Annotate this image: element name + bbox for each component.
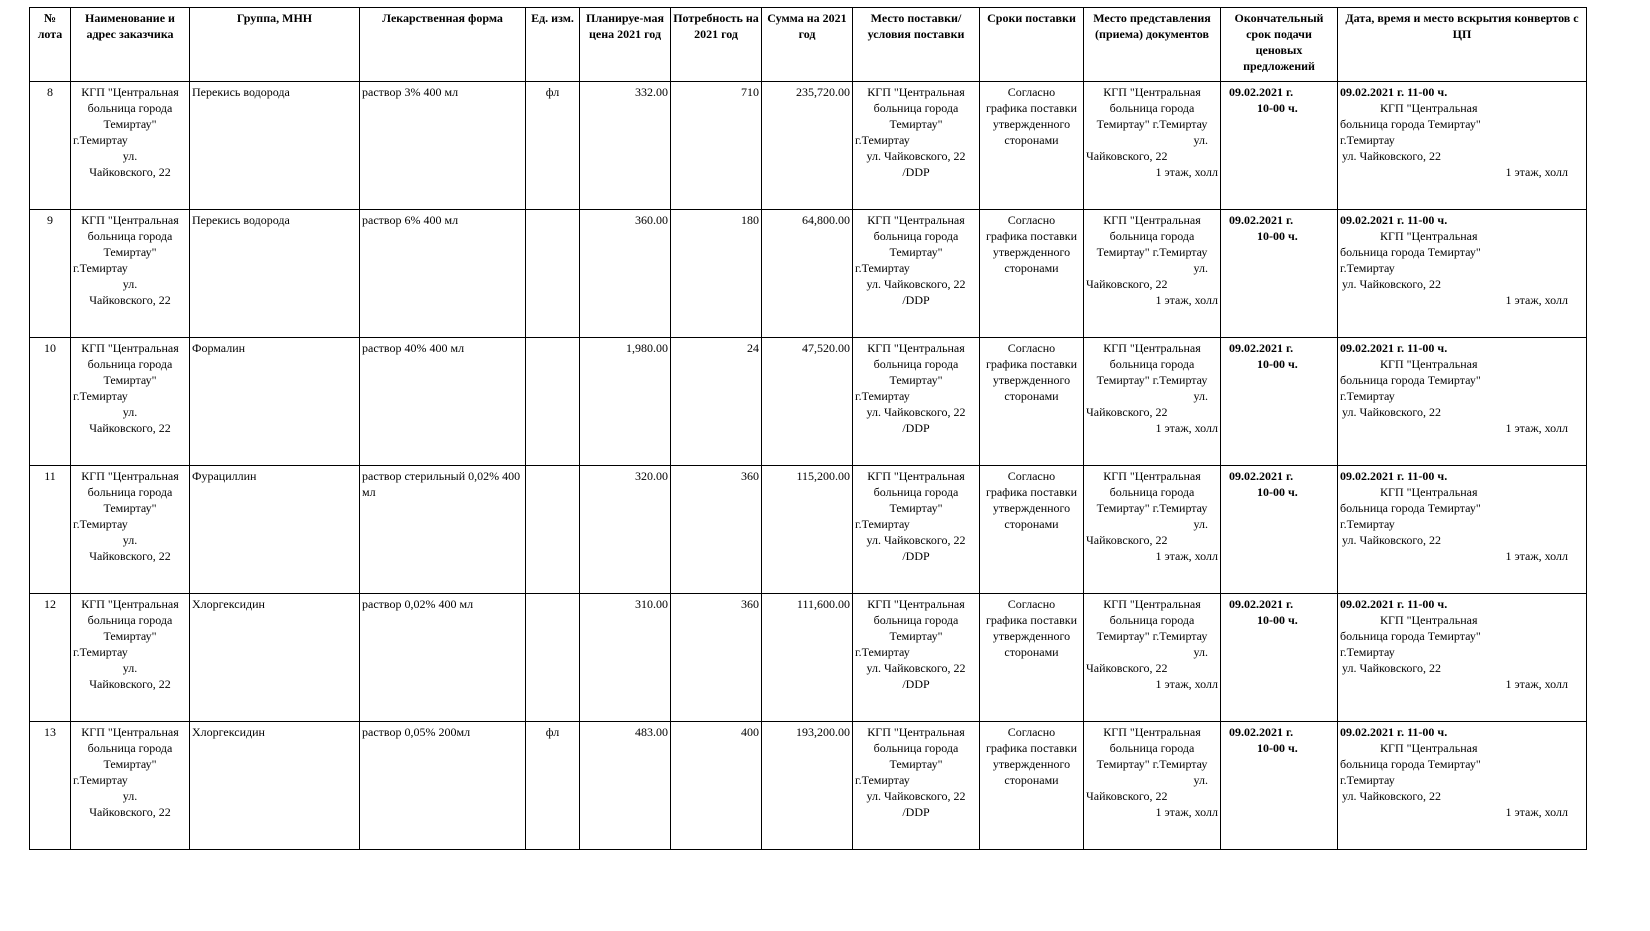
presentation-cell-line: КГП "Центральная [1103, 341, 1201, 355]
terms-cell [980, 210, 1084, 338]
customer-cell-line: Темиртау" [103, 629, 157, 643]
group-cell: Перекись водорода [190, 82, 360, 210]
delivery-cell [853, 722, 980, 850]
delivery-cell-line: г.Темиртау [855, 645, 910, 659]
terms-cell-line: графика поставки [985, 613, 1078, 627]
presentation-cell-line: Темиртау" г.Темиртау [1096, 245, 1208, 259]
terms-cell-line: сторонами [1004, 773, 1059, 787]
delivery-cell [853, 338, 980, 466]
opening-cell-line: 09.02.2021 г. 11-00 ч. [1340, 85, 1448, 99]
opening-cell-line: КГП "Центральная [1380, 229, 1478, 243]
customer-cell-line: Темиртау" [103, 373, 157, 387]
terms-cell-line: утвержденного [992, 757, 1071, 771]
group-cell: Перекись водорода [190, 210, 360, 338]
terms-cell-line: утвержденного [992, 501, 1071, 515]
qty-cell: 180 [671, 210, 762, 338]
customer-cell-line: г.Темиртау [73, 517, 128, 531]
opening-cell-line: г.Темиртау [1340, 645, 1395, 659]
qty-cell: 360 [671, 594, 762, 722]
unit-cell [526, 466, 580, 594]
delivery-cell-line: ул. Чайковского, 22 [866, 661, 966, 675]
opening-cell-line: ул. Чайковского, 22 [1342, 149, 1441, 163]
header-opening: Дата, время и место вскрытия конвертов с ЦП [1338, 8, 1587, 82]
delivery-cell-line: Темиртау" [889, 501, 943, 515]
header-presentation: Место представления (приема) документов [1084, 8, 1221, 82]
header-customer: Наименование и адрес заказчика [71, 8, 190, 82]
opening-cell-line: ул. Чайковского, 22 [1342, 533, 1441, 547]
delivery-cell-line: Темиртау" [889, 373, 943, 387]
deadline-cell-line: 09.02.2021 г. [1229, 213, 1294, 227]
delivery-cell-line: /DDP [902, 421, 930, 435]
customer-cell-line: г.Темиртау [73, 773, 128, 787]
form-cell: раствор 6% 400 мл [360, 210, 526, 338]
table-row [30, 722, 1587, 850]
opening-cell-line: КГП "Центральная [1380, 357, 1478, 371]
presentation-cell-line: Темиртау" г.Темиртау [1096, 629, 1208, 643]
delivery-cell-line: ул. Чайковского, 22 [866, 533, 966, 547]
deadline-cell-line: 09.02.2021 г. [1229, 341, 1294, 355]
opening-cell-line: КГП "Центральная [1380, 741, 1478, 755]
opening-cell-line: КГП "Центральная [1380, 485, 1478, 499]
delivery-cell-line: г.Темиртау [855, 261, 910, 275]
terms-cell-line: графика поставки [985, 101, 1078, 115]
group-cell: Формалин [190, 338, 360, 466]
customer-cell-line: ул. [122, 661, 138, 675]
customer-cell-line: Темиртау" [103, 757, 157, 771]
opening-cell-line: г.Темиртау [1340, 773, 1395, 787]
terms-cell-line: сторонами [1004, 261, 1059, 275]
presentation-cell-line: КГП "Центральная [1103, 469, 1201, 483]
delivery-cell-line: Темиртау" [889, 757, 943, 771]
delivery-cell-line: КГП "Центральная [867, 341, 965, 355]
deadline-cell [1221, 210, 1338, 338]
opening-cell-line: 1 этаж, холл [1505, 293, 1568, 307]
presentation-cell [1084, 210, 1221, 338]
customer-cell-line: больница города [87, 613, 173, 627]
opening-cell-line: КГП "Центральная [1380, 613, 1478, 627]
delivery-cell [853, 82, 980, 210]
customer-cell-line: Темиртау" [103, 245, 157, 259]
opening-cell-line: ул. Чайковского, 22 [1342, 661, 1441, 675]
opening-cell [1338, 722, 1587, 850]
unit-cell [526, 594, 580, 722]
presentation-cell-line: ул. [1193, 645, 1208, 659]
customer-cell-line: г.Темиртау [73, 389, 128, 403]
opening-cell-line: больница города Темиртау" [1340, 629, 1481, 643]
presentation-cell-line: больница города [1109, 357, 1195, 371]
customer-cell-line: КГП "Центральная [81, 213, 179, 227]
opening-cell [1338, 466, 1587, 594]
opening-cell-line: г.Темиртау [1340, 517, 1395, 531]
sum-cell: 115,200.00 [762, 466, 853, 594]
sum-cell: 235,720.00 [762, 82, 853, 210]
customer-cell-line: ул. [122, 533, 138, 547]
delivery-cell-line: Темиртау" [889, 629, 943, 643]
delivery-cell-line: г.Темиртау [855, 389, 910, 403]
form-cell: раствор 0,02% 400 мл [360, 594, 526, 722]
deadline-cell-line: 09.02.2021 г. [1229, 469, 1294, 483]
presentation-cell-line: ул. [1193, 389, 1208, 403]
terms-cell [980, 722, 1084, 850]
delivery-cell-line: /DDP [902, 549, 930, 563]
customer-cell [71, 338, 190, 466]
delivery-cell-line: /DDP [902, 293, 930, 307]
opening-cell-line: 1 этаж, холл [1505, 421, 1568, 435]
table-row [30, 466, 1587, 594]
presentation-cell-line: 1 этаж, холл [1155, 805, 1218, 819]
terms-cell [980, 466, 1084, 594]
delivery-cell-line: ул. Чайковского, 22 [866, 789, 966, 803]
delivery-cell-line: /DDP [902, 677, 930, 691]
opening-cell-line: 09.02.2021 г. 11-00 ч. [1340, 213, 1448, 227]
terms-cell-line: сторонами [1004, 645, 1059, 659]
presentation-cell-line: больница города [1109, 229, 1195, 243]
presentation-cell-line: Чайковского, 22 [1086, 661, 1168, 675]
deadline-cell-line: 09.02.2021 г. [1229, 725, 1294, 739]
delivery-cell-line: больница города [873, 741, 959, 755]
presentation-cell-line: 1 этаж, холл [1155, 677, 1218, 691]
customer-cell-line: Чайковского, 22 [89, 677, 171, 691]
customer-cell [71, 210, 190, 338]
customer-cell-line: больница города [87, 229, 173, 243]
terms-cell-line: сторонами [1004, 517, 1059, 531]
presentation-cell-line: Чайковского, 22 [1086, 149, 1168, 163]
opening-cell-line: больница города Темиртау" [1340, 245, 1481, 259]
customer-cell-line: КГП "Центральная [81, 597, 179, 611]
customer-cell-line: Чайковского, 22 [89, 293, 171, 307]
customer-cell-line: КГП "Центральная [81, 341, 179, 355]
table-row [30, 82, 1587, 210]
opening-cell-line: больница города Темиртау" [1340, 501, 1481, 515]
deadline-cell [1221, 338, 1338, 466]
procurement-table [29, 7, 1587, 850]
presentation-cell-line: 1 этаж, холл [1155, 165, 1218, 179]
presentation-cell [1084, 338, 1221, 466]
header-sum: Сумма на 2021 год [762, 8, 853, 82]
opening-cell-line: г.Темиртау [1340, 261, 1395, 275]
deadline-cell [1221, 594, 1338, 722]
lot-number: 13 [30, 722, 71, 850]
terms-cell [980, 594, 1084, 722]
terms-cell-line: утвержденного [992, 629, 1071, 643]
opening-cell-line: 09.02.2021 г. 11-00 ч. [1340, 469, 1448, 483]
presentation-cell-line: больница города [1109, 613, 1195, 627]
presentation-cell-line: Темиртау" г.Темиртау [1096, 757, 1208, 771]
terms-cell-line: графика поставки [985, 741, 1078, 755]
presentation-cell [1084, 82, 1221, 210]
header-qty: Потребность на 2021 год [671, 8, 762, 82]
presentation-cell-line: Темиртау" г.Темиртау [1096, 501, 1208, 515]
presentation-cell-line: Чайковского, 22 [1086, 277, 1168, 291]
delivery-cell-line: г.Темиртау [855, 133, 910, 147]
unit-cell [526, 338, 580, 466]
terms-cell [980, 82, 1084, 210]
header-unit: Ед. изм. [526, 8, 580, 82]
terms-cell-line: графика поставки [985, 229, 1078, 243]
presentation-cell-line: ул. [1193, 133, 1208, 147]
opening-cell-line: г.Темиртау [1340, 133, 1395, 147]
header-row [30, 8, 1587, 82]
customer-cell-line: КГП "Центральная [81, 725, 179, 739]
deadline-cell-line: 10-00 ч. [1257, 485, 1298, 499]
presentation-cell [1084, 722, 1221, 850]
presentation-cell-line: ул. [1193, 261, 1208, 275]
header-price: Планируе-мая цена 2021 год [580, 8, 671, 82]
price-cell: 1,980.00 [580, 338, 671, 466]
presentation-cell [1084, 466, 1221, 594]
customer-cell-line: Чайковского, 22 [89, 805, 171, 819]
group-cell: Хлоргексидин [190, 594, 360, 722]
opening-cell [1338, 338, 1587, 466]
deadline-cell-line: 09.02.2021 г. [1229, 597, 1294, 611]
unit-cell: фл [526, 82, 580, 210]
header-group: Группа, МНН [190, 8, 360, 82]
presentation-cell-line: Чайковского, 22 [1086, 405, 1168, 419]
opening-cell [1338, 210, 1587, 338]
price-cell: 360.00 [580, 210, 671, 338]
delivery-cell-line: больница города [873, 101, 959, 115]
price-cell: 483.00 [580, 722, 671, 850]
lot-number: 12 [30, 594, 71, 722]
presentation-cell-line: больница города [1109, 101, 1195, 115]
header-lot: № лота [30, 8, 71, 82]
customer-cell [71, 722, 190, 850]
opening-cell [1338, 82, 1587, 210]
presentation-cell-line: Чайковского, 22 [1086, 789, 1168, 803]
delivery-cell-line: /DDP [902, 165, 930, 179]
opening-cell-line: больница города Темиртау" [1340, 117, 1481, 131]
opening-cell-line: г.Темиртау [1340, 389, 1395, 403]
deadline-cell-line: 10-00 ч. [1257, 613, 1298, 627]
delivery-cell-line: Темиртау" [889, 117, 943, 131]
terms-cell-line: графика поставки [985, 485, 1078, 499]
sum-cell: 193,200.00 [762, 722, 853, 850]
customer-cell-line: Чайковского, 22 [89, 165, 171, 179]
delivery-cell [853, 210, 980, 338]
customer-cell [71, 466, 190, 594]
delivery-cell-line: КГП "Центральная [867, 469, 965, 483]
customer-cell-line: КГП "Центральная [81, 85, 179, 99]
qty-cell: 24 [671, 338, 762, 466]
delivery-cell [853, 594, 980, 722]
opening-cell-line: 09.02.2021 г. 11-00 ч. [1340, 597, 1448, 611]
customer-cell-line: КГП "Центральная [81, 469, 179, 483]
presentation-cell-line: 1 этаж, холл [1155, 421, 1218, 435]
presentation-cell [1084, 594, 1221, 722]
unit-cell: фл [526, 722, 580, 850]
opening-cell-line: 1 этаж, холл [1505, 805, 1568, 819]
deadline-cell-line: 10-00 ч. [1257, 101, 1298, 115]
customer-cell-line: г.Темиртау [73, 261, 128, 275]
delivery-cell-line: ул. Чайковского, 22 [866, 405, 966, 419]
deadline-cell [1221, 466, 1338, 594]
customer-cell-line: больница города [87, 357, 173, 371]
table-row [30, 594, 1587, 722]
header-deadline: Окончательный срок подачи ценовых предложений [1221, 8, 1338, 82]
terms-cell-line: Согласно [1007, 85, 1056, 99]
customer-cell-line: г.Темиртау [73, 133, 128, 147]
opening-cell-line: 1 этаж, холл [1505, 677, 1568, 691]
presentation-cell-line: Чайковского, 22 [1086, 533, 1168, 547]
delivery-cell-line: больница города [873, 485, 959, 499]
terms-cell [980, 338, 1084, 466]
deadline-cell [1221, 82, 1338, 210]
terms-cell-line: Согласно [1007, 341, 1056, 355]
terms-cell-line: утвержденного [992, 245, 1071, 259]
opening-cell [1338, 594, 1587, 722]
customer-cell-line: больница города [87, 741, 173, 755]
terms-cell-line: сторонами [1004, 133, 1059, 147]
presentation-cell-line: ул. [1193, 773, 1208, 787]
form-cell: раствор 40% 400 мл [360, 338, 526, 466]
table-row [30, 338, 1587, 466]
customer-cell-line: Чайковского, 22 [89, 549, 171, 563]
customer-cell-line: ул. [122, 277, 138, 291]
customer-cell-line: Чайковского, 22 [89, 421, 171, 435]
delivery-cell-line: г.Темиртау [855, 517, 910, 531]
delivery-cell-line: /DDP [902, 805, 930, 819]
terms-cell-line: утвержденного [992, 117, 1071, 131]
presentation-cell-line: КГП "Центральная [1103, 725, 1201, 739]
opening-cell-line: 09.02.2021 г. 11-00 ч. [1340, 725, 1448, 739]
deadline-cell-line: 09.02.2021 г. [1229, 85, 1294, 99]
delivery-cell [853, 466, 980, 594]
group-cell: Хлоргексидин [190, 722, 360, 850]
opening-cell-line: больница города Темиртау" [1340, 373, 1481, 387]
qty-cell: 710 [671, 82, 762, 210]
group-cell: Фурациллин [190, 466, 360, 594]
opening-cell-line: КГП "Центральная [1380, 101, 1478, 115]
customer-cell-line: ул. [122, 149, 138, 163]
terms-cell-line: Согласно [1007, 725, 1056, 739]
sum-cell: 47,520.00 [762, 338, 853, 466]
customer-cell-line: больница города [87, 101, 173, 115]
lot-number: 11 [30, 466, 71, 594]
opening-cell-line: 09.02.2021 г. 11-00 ч. [1340, 341, 1448, 355]
form-cell: раствор 0,05% 200мл [360, 722, 526, 850]
customer-cell-line: ул. [122, 789, 138, 803]
presentation-cell-line: 1 этаж, холл [1155, 293, 1218, 307]
qty-cell: 400 [671, 722, 762, 850]
lot-number: 10 [30, 338, 71, 466]
customer-cell-line: Темиртау" [103, 501, 157, 515]
sum-cell: 111,600.00 [762, 594, 853, 722]
delivery-cell-line: г.Темиртау [855, 773, 910, 787]
terms-cell-line: Согласно [1007, 469, 1056, 483]
customer-cell-line: Темиртау" [103, 117, 157, 131]
presentation-cell-line: больница города [1109, 485, 1195, 499]
header-terms: Сроки поставки [980, 8, 1084, 82]
terms-cell-line: Согласно [1007, 213, 1056, 227]
unit-cell [526, 210, 580, 338]
presentation-cell-line: больница города [1109, 741, 1195, 755]
terms-cell-line: графика поставки [985, 357, 1078, 371]
deadline-cell-line: 10-00 ч. [1257, 357, 1298, 371]
form-cell: раствор стерильный 0,02% 400 мл [360, 466, 526, 594]
customer-cell-line: г.Темиртау [73, 645, 128, 659]
price-cell: 310.00 [580, 594, 671, 722]
opening-cell-line: 1 этаж, холл [1505, 549, 1568, 563]
presentation-cell-line: ул. [1193, 517, 1208, 531]
presentation-cell-line: КГП "Центральная [1103, 85, 1201, 99]
deadline-cell-line: 10-00 ч. [1257, 741, 1298, 755]
presentation-cell-line: КГП "Центральная [1103, 213, 1201, 227]
presentation-cell-line: Темиртау" г.Темиртау [1096, 117, 1208, 131]
form-cell: раствор 3% 400 мл [360, 82, 526, 210]
presentation-cell-line: Темиртау" г.Темиртау [1096, 373, 1208, 387]
qty-cell: 360 [671, 466, 762, 594]
terms-cell-line: утвержденного [992, 373, 1071, 387]
table-row [30, 210, 1587, 338]
opening-cell-line: 1 этаж, холл [1505, 165, 1568, 179]
delivery-cell-line: ул. Чайковского, 22 [866, 149, 966, 163]
presentation-cell-line: КГП "Центральная [1103, 597, 1201, 611]
opening-cell-line: ул. Чайковского, 22 [1342, 405, 1441, 419]
delivery-cell-line: больница города [873, 357, 959, 371]
deadline-cell [1221, 722, 1338, 850]
sum-cell: 64,800.00 [762, 210, 853, 338]
delivery-cell-line: КГП "Центральная [867, 213, 965, 227]
header-form: Лекарственная форма [360, 8, 526, 82]
delivery-cell-line: КГП "Центральная [867, 597, 965, 611]
terms-cell-line: Согласно [1007, 597, 1056, 611]
delivery-cell-line: КГП "Центральная [867, 85, 965, 99]
delivery-cell-line: больница города [873, 613, 959, 627]
terms-cell-line: сторонами [1004, 389, 1059, 403]
price-cell: 320.00 [580, 466, 671, 594]
lot-number: 9 [30, 210, 71, 338]
opening-cell-line: ул. Чайковского, 22 [1342, 277, 1441, 291]
opening-cell-line: больница города Темиртау" [1340, 757, 1481, 771]
deadline-cell-line: 10-00 ч. [1257, 229, 1298, 243]
presentation-cell-line: 1 этаж, холл [1155, 549, 1218, 563]
price-cell: 332.00 [580, 82, 671, 210]
customer-cell-line: ул. [122, 405, 138, 419]
customer-cell [71, 594, 190, 722]
customer-cell-line: больница города [87, 485, 173, 499]
delivery-cell-line: КГП "Центральная [867, 725, 965, 739]
lot-number: 8 [30, 82, 71, 210]
opening-cell-line: ул. Чайковского, 22 [1342, 789, 1441, 803]
customer-cell [71, 82, 190, 210]
delivery-cell-line: ул. Чайковского, 22 [866, 277, 966, 291]
header-delivery: Место поставки/условия поставки [853, 8, 980, 82]
delivery-cell-line: Темиртау" [889, 245, 943, 259]
delivery-cell-line: больница города [873, 229, 959, 243]
